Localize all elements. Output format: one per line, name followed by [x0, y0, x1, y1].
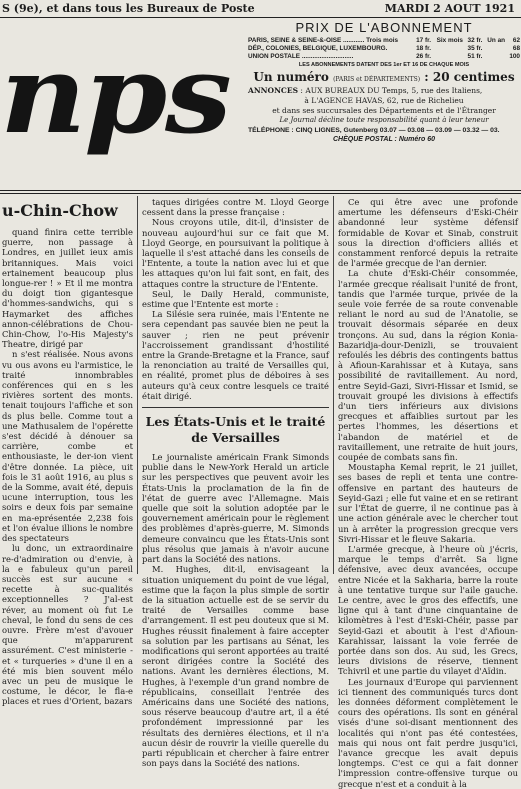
row-label: DÉP., COLONIES, BELGIQUE, LUXEMBOURG.: [248, 45, 388, 52]
telephone-line: TÉLÉPHONE : CINQ LIGNES, Gutenberg 03.07 — 03.08 — 03.09 — 03.32 — 03.: [248, 127, 500, 134]
issue-price-value: : 20 centimes: [424, 70, 515, 84]
subscription-table: [248, 37, 520, 61]
price-1y: 68: [512, 45, 520, 52]
postal-check: CHÈQUE POSTAL : Numéro 60: [332, 136, 436, 143]
paragraph: taques dirigées contre M. Lloyd George cessent dans la presse française :: [142, 197, 329, 218]
subscription-box: [248, 20, 520, 143]
price-1y: 62: [512, 37, 520, 44]
paragraph: La Silésie sera ruinée, mais l'Entente ne sera cependant pas sauvée bien ne peut la sauver ; rien ne peut prévenir l'accroissement grandissant d'hostilité entre la Grande-Bretagne et la France, sauf la renonciation au traité de Versailles qui, en réalité, promet plus de déboires à ses auteurs qu'à ceux contre lesquels ce traité était dirigé.: [142, 309, 329, 401]
paragraph: L'armée grecque, à l'heure où j'écris, marque le temps d'arrêt. Sa ligne défensive, avec deux avancées, occupe entre Nicée et la Sakharia, barre la route à une tentative turque sur l'aile gauche. Le centre, avec le gros des effectifs, une ligne qui à tant d'une cinquantaine de kilomètres à l'est d'Eski-Chéir, passe par Seyid-Gazi et aboutit à l'est d'Afioun-Karahissar, laissant la voie ferrée de portée dans son dos. Au sud, les Grecs, leurs divisions de réserve, tiennent Tchivril et une partie du vilayet d'Aïdin.: [338, 543, 518, 677]
subscription-title: PRIX DE L'ABONNEMENT: [295, 20, 473, 35]
masthead-title: nps: [0, 32, 230, 158]
paragraph: quand finira cette terrible guerre, non passage à Londres, en juillet ieux amis britanniques. Mais voici ertainement beaucoup plus longue-rer ! » Et il me montra du doigt tion gigantesque d'hommes-sandwichs, qui s Haymarket des affiches annon-célébrations de Chou-Chin-Chow, l'o-His Majesty's Theatre, dirigé par: [2, 227, 133, 350]
issue-price-scope: (PARIS et DÉPARTEMENTS): [333, 76, 421, 83]
price-1y: 100: [509, 53, 520, 60]
advertising-line: et dans ses succursales des Départements et de l'Étranger: [272, 106, 496, 115]
price-3m: 18 fr.: [416, 45, 432, 52]
label-6m: Six mois: [436, 37, 463, 44]
column-divider: [137, 196, 138, 574]
header-rule: [0, 190, 521, 191]
paragraph: La chute d'Eski-Chéir consommée, l'armée grecque réalisait l'unité de front, tandis que l'armée turque, privée de la seule voie ferrée de sa route convenable reliant le nord au sud de l'Anatolie, se trouvait désormais séparée en deux tronçons. Au sud, dans la région Konia-Bazaridja-dour-Denizli, se trouvaient refoulés les débris des contingents battus à Afioun-Karahissar et à Kutaya, sans possibilité de ravitaillement. Au nord, entre Seyid-Gazi, Sivri-Hissar et Ismid, se trouvait groupé les divisions à effectifs d'un tiers inférieurs aux divisions grecques et affaiblies surtout par les pertes l'hommes, les désertions et l'abandon de matériel et de ravitaillement, une retraite de huit jours, coupée de combats sans fin.: [338, 268, 518, 463]
paragraph: lu donc, un extraordinaire re-d'admiration ou d'envie, à la e fabuleux qu'un pareil succès est sur aucune « recette à suc-qualités exceptionnelles ? J'al-est réver, au moment où fut Le cheval, le fond du sens de ces ouvre. Frère m'est d'avouer que m'apparurent assurément. C'est ministerie - et « turqueries » d'une il en a été mis bien souvent mélo avec un peu de musique le costume, le décor, le fla-e places et rues d'Orient, bazars: [2, 543, 133, 707]
issue-price: [248, 70, 520, 84]
paragraph: Nous croyons utile, dit-il, d'insister de nouveau aujourd'hui sur ce fait que M. Lloyd George, en poursuivant la politique à laquelle il s'est attaché dans les conseils de l'Entente, a toute la nation avec lui et que les attaques qu'on lui fait sont, en fait, des attaques contre la structure de l'Entente.: [142, 217, 329, 289]
price-6m: 32 fr.: [467, 37, 483, 44]
advertising-info: [248, 86, 520, 116]
subscription-row: [248, 53, 520, 61]
top-bar-left: S (9e), et dans tous les Bureaux de Poste: [2, 2, 255, 15]
column-3: [338, 197, 518, 789]
paragraph: Ce qui être avec une profonde amertume les défenseurs d'Eski-Chéir abandonné leur système défensif formidable de Kovar et Sinab, construit sous la direction d'officiers alliés et constamment renforcé depuis la retraite de l'armée grecque de l'an dernier.: [338, 197, 518, 269]
paragraph: n s'est réalisée. Nous avons vu ous avons eu l'armistice, le traité innombrables conférences qui en s les rivières sortent des monts. tenait toujours l'affiche et son ds plus belle. Comme tout a une Mathusalem de l'opérette s'est décidé à dénouer sa carrière, combe et enthousiaste, le der-ion vient d'être donnée. La pièce, uit fois le 31 août 1916, au plus s de la Somme, avait été, depuis ucune interruption, tous les soirs e deux fois par semaine en ma-eprésentée 2,238 fois et l'on évalue illions le nombre des spectateurs: [2, 349, 133, 544]
label-1y: Un an: [487, 37, 506, 44]
paragraph: Seul, le Daily Herald, communiste, estime que l'Entente est morte :: [142, 288, 329, 310]
column-2: [142, 197, 329, 769]
label-6m: [431, 53, 463, 61]
column-1: [2, 197, 133, 707]
label-1y: [482, 45, 505, 53]
top-bar: [0, 0, 521, 16]
price-3m: 17 fr.: [416, 37, 432, 44]
advertising-line: à L'AGENCE HAVAS, 62, rue de Richelieu: [304, 96, 464, 105]
column-divider: [333, 196, 334, 574]
row-label: PARIS, SEINE & SEINE-&-OISE ............ Trois mois: [248, 37, 399, 44]
section-headline: Les États-Unis et le traité de Versailles: [145, 414, 326, 446]
subscription-row: [248, 45, 520, 53]
issue-date: MARDI 2 AOUT 1921: [384, 2, 515, 15]
price-6m: 35 fr.: [467, 45, 483, 52]
paragraph: Moustapha Kemal reprit, le 21 juillet, ses bases de repli et tenta une contre-offensive en partant des hauteurs de Seyid-Gazi ; elle fut vaine et en se retirant sur l'État de guerre, il ne continue pas à une action générale avec le chercher tout un à arrêter la progression grecque vers Sivri-Hissar et le fleuve Sakaria.: [338, 462, 518, 544]
issue-price-label: Un numéro: [253, 70, 329, 84]
top-rule: [0, 17, 521, 18]
label-1y: [482, 53, 505, 61]
paragraph: M. Hughes, dit-il, envisageant la situation uniquement du point de vue légal, estime que la façon la plus simple de sortir de la situation actuelle est de se servir du traité de Versailles comme base d'arrangement. Il est peu douteux que si M. Hughes réussit finalement à faire accepter sa solution par les partisans au Sénat, les modifications qui seront apportées au traité seront dirigées contre la Société des nations. Avant les dernières élections, M. Hughes, à l'exemple d'un grand nombre de républicains, conseillait l'entrée des Américains dans une Société des nations, sous réserve beaucoup d'autre art, il a été profondément impressionné par les résultats des dernières élections, et il n'a aucun désir de rouvrir la vieille querelle du parti républicain et chercher à faire entrer son pays dans la Société des nations.: [142, 564, 329, 769]
paragraph: Les journaux d'Europe qui parviennent ici tiennent des communiqués turcs dont les données déforment complètement le cours des opérations. Ils sont en général visés d'une soi-disant mentionnent des localités qui n'ont pas été contestées, mais qui nous ont fait perdre jusqu'ici, l'avance grecque les avait depuis longtemps. C'est ce qui a fait donner l'impression contre-offensive turque ou grecque n'est et a conduit à la: [338, 676, 518, 789]
label-6m: [431, 45, 463, 53]
paragraph: Le journaliste américain Frank Simonds publie dans le New-York Herald un article sur les perspectives que peuvent avoir les États-Unis la proclamation de la fin de l'état de guerre avec l'Allemagne. Mais quelle que soit la solution adoptée par le gouvernement américain pour le règlement des problèmes d'après-guerre, M. Simonds demeure convaincu que les États-Unis sont plus résolus que jamais à n'avoir aucune part dans la Société des nations.: [142, 452, 329, 565]
header-rule: [0, 193, 521, 194]
article-headline: u-Chin-Chow: [2, 201, 118, 220]
section-rule: [142, 407, 329, 408]
advertising-label: ANNONCES: [248, 86, 299, 95]
subscription-row: [248, 37, 520, 45]
advertising-line: : AUX BUREAUX DU Temps, 5, rue des Italiens,: [300, 86, 483, 95]
subscription-dates: LES ABONNEMENTS DATENT DES 1er ET 16 DE CHAQUE MOIS: [298, 62, 470, 68]
price-3m: 26 fr.: [416, 53, 432, 60]
price-6m: 51 fr.: [467, 53, 483, 60]
row-label: UNION POSTALE .............................: [248, 53, 354, 60]
disclaimer: Le Journal décline toute responsabilité quant à leur teneur: [279, 116, 489, 124]
